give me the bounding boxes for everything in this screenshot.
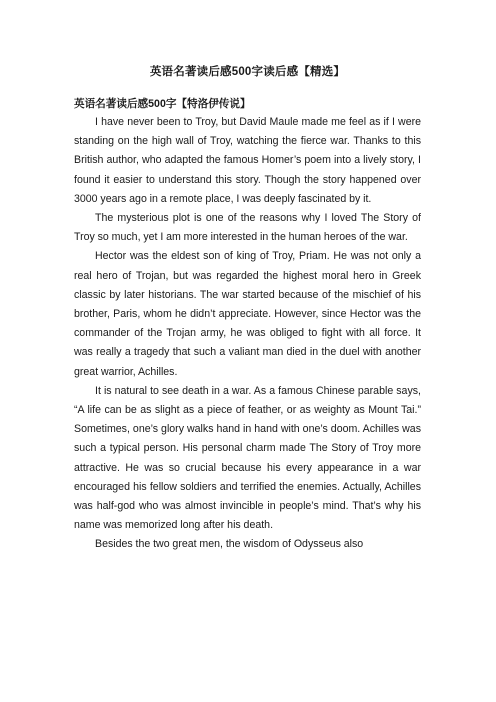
section-heading: 英语名著读后感500字【特洛伊传说】 [74,98,251,110]
document-title: 英语名著读后感500字读后感【精选】 [149,66,346,78]
paragraph-5: Besides the two great men, the wisdom of Odysseus also [95,538,364,551]
body-text [74,113,421,555]
paragraph-1: I have never been to Troy, but David Maule made me feel as if I were standing on the high wall of Troy, watching the fierce war. Thanks to this British author, who adapted the famous Homer’s poem into a lively story, I found it easier to understand this story. Though the story happened over 3000 years ago in a remote place, I was deeply fascinated by it. [74,116,421,205]
paragraph-2: The mysterious plot is one of the reasons why I loved The Story of Troy so much, yet I am more interested in the human heroes of the war. [74,212,421,244]
paragraph-3: Hector was the eldest son of king of Troy, Priam. He was not only a real hero of Trojan, but was regarded the highest moral hero in Greek classic by later historians. The war started because of the mischief of his brother, Paris, whom he didn’t appreciate. However, since Hector was the commander of the Trojan army, he was obliged to fight with all force. It was really a tragedy that such a valiant man died in the duel with another great warrior, Achilles. [74,250,421,378]
paragraph-4: It is natural to see death in a war. As a famous Chinese parable says, “A life can be as slight as a piece of feather, or as weighty as Mount Tai.” Sometimes, one’s glory walks hand in hand with one’s doom. Achilles was such a typical person. His personal charm made The Story of Troy more attractive. He was so crucial because his every appearance in a war encouraged his fellow soldiers and terrified the enemies. Actually, Achilles was half-god who was almost invincible in people’s mind. That’s why his name was memorized long after his death. [74,384,421,532]
